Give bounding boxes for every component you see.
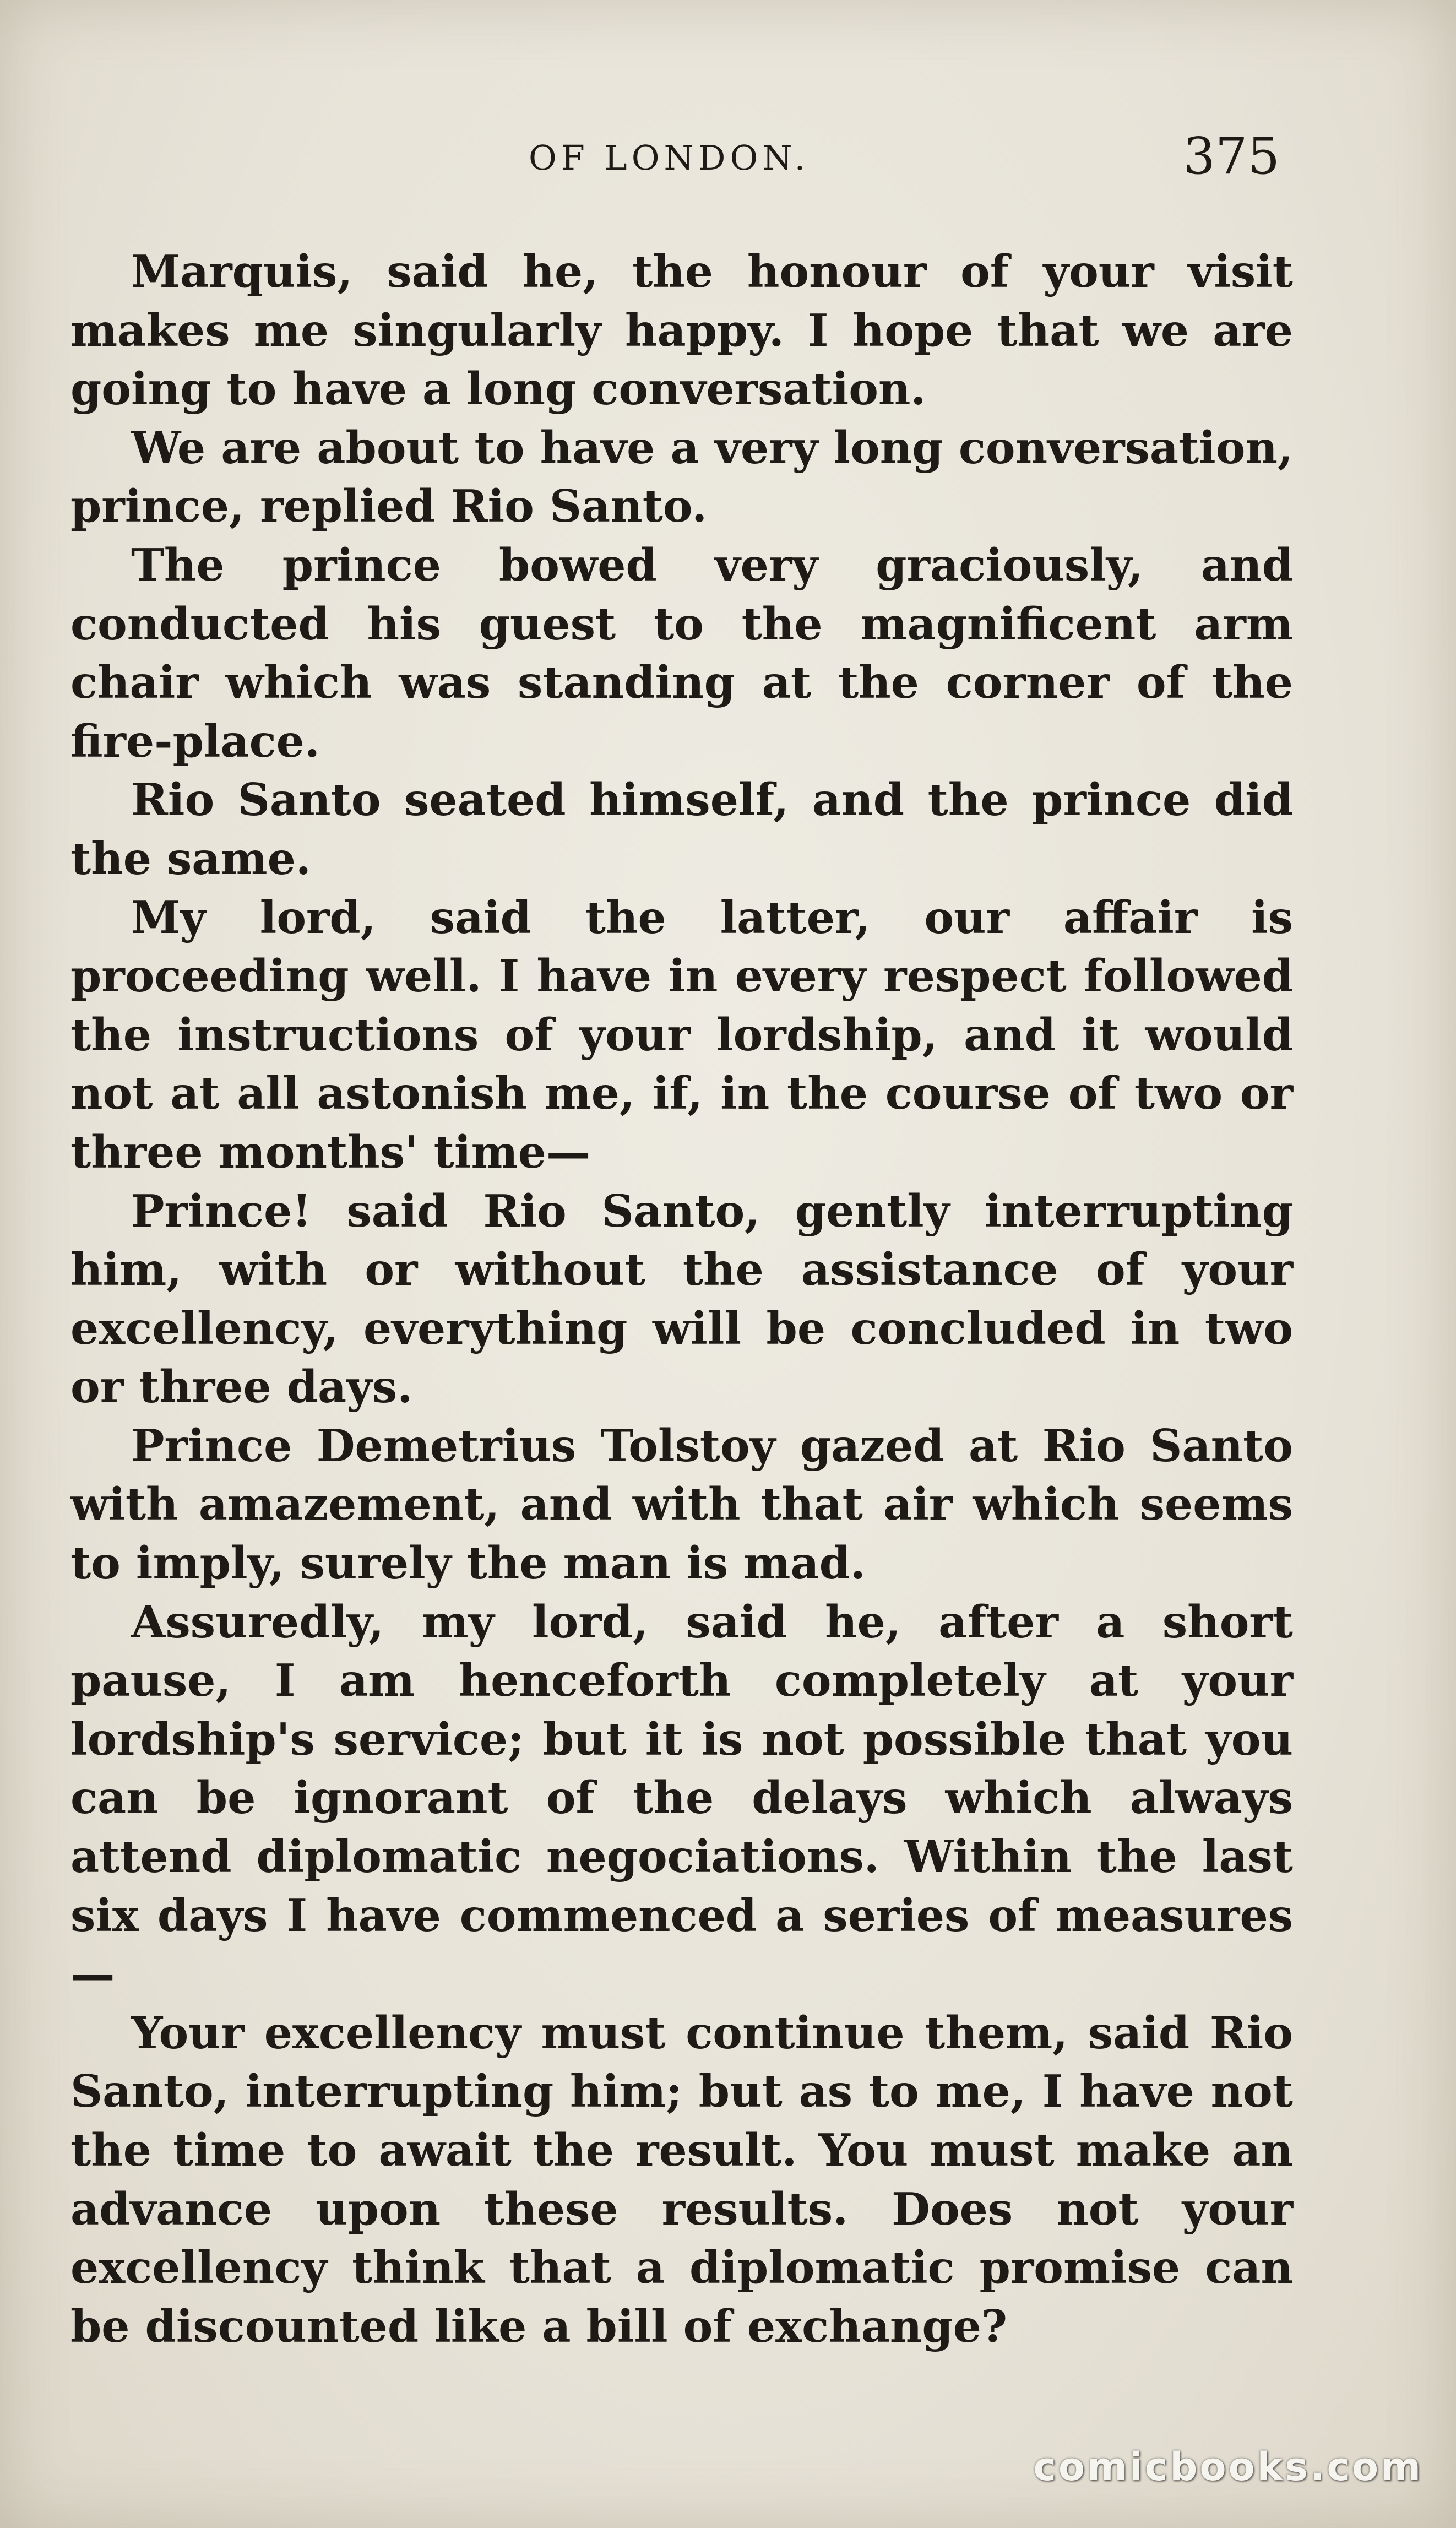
paragraph: Your excellency must continue them, said Rio Santo, interrupting him; but as to me, I have not the time to await the result. You must make an advance upon these results. Does not your excellency think that a diplomatic promise can be discounted like a bill of exchange? [70,2006,1293,2352]
paragraph: Rio Santo seated himself, and the prince did the same. [70,773,1293,885]
paragraph: We are about to have a very long conversation, prince, replied Rio Santo. [70,421,1293,533]
watermark: comicbooks.com [1033,2444,1423,2489]
page-number: 375 [1183,127,1280,186]
paragraph: Prince Demetrius Tolstoy gazed at Rio Santo with amazement, and with that air which seems to imply, surely the man is mad. [70,1419,1293,1590]
paragraph: Assuredly, my lord, said he, after a short pause, I am henceforth completely at your lordship's service; but it is not possible that you can be ignorant of the delays which always attend diplomatic negociations. Within the last six days I have commenced a series of measures— [70,1595,1293,2000]
paragraph: The prince bowed very graciously, and conducted his guest to the magnificent arm chair which was standing at the corner of the fire-place. [70,538,1293,767]
running-head: OF LONDON. [529,138,810,178]
paragraph: Prince! said Rio Santo, gently interrupting him, with or without the assistance of your excellency, everything will be concluded in two or three days. [70,1184,1293,1413]
body-text [70,242,1293,2356]
paragraph: My lord, said the latter, our affair is proceeding well. I have in every respect followed the instructions of your lordship, and it would not at all astonish me, if, in the course of two or three months' time— [70,891,1293,1178]
paragraph: Marquis, said he, the honour of your visit makes me singularly happy. I hope that we are going to have a long conversation. [70,245,1293,415]
